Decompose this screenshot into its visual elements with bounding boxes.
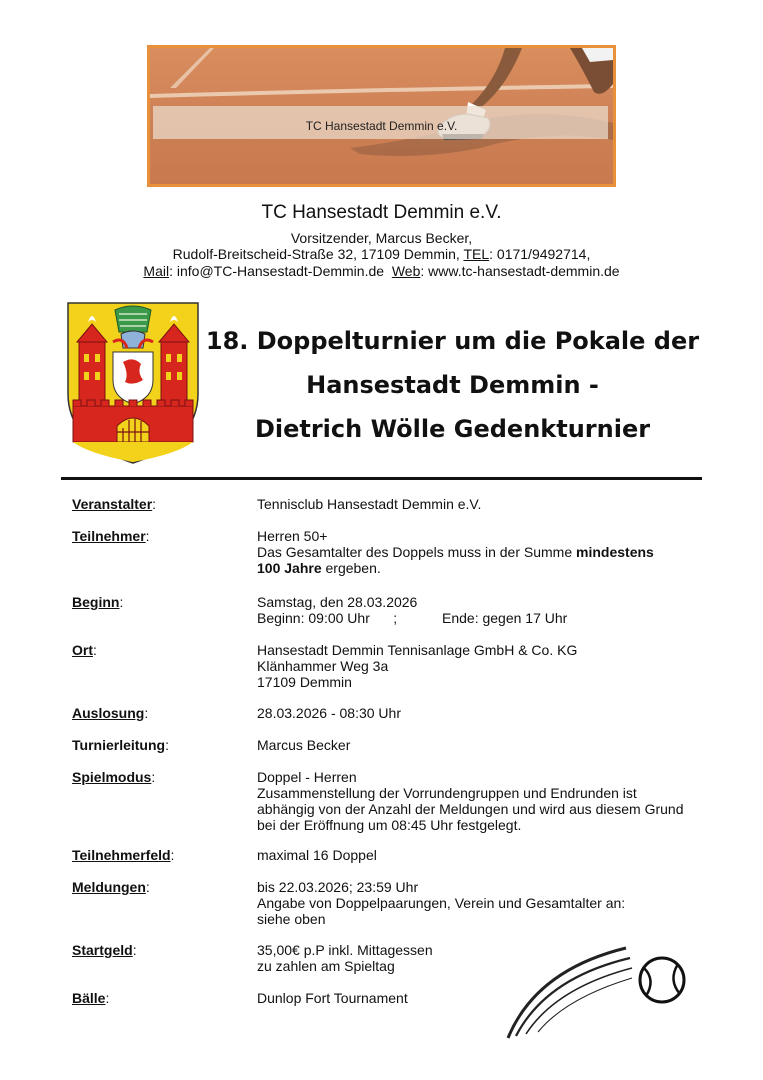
web-value[interactable]: : www.tc-hansestadt-demmin.de [420, 263, 620, 279]
label-beginn: Beginn: [72, 594, 124, 610]
label-meldungen: Meldungen: [72, 879, 150, 895]
label-auslosung: Auslosung: [72, 705, 149, 721]
value-turnierleitung: Marcus Becker [257, 737, 351, 753]
value-beginn: Samstag, den 28.03.2026 Beginn: 09:00 Uhr ; Ende: gegen 17 Uhr [257, 594, 568, 626]
contact-line [0, 263, 763, 279]
street-text: Rudolf-Breitscheid-Straße 32, 17109 Demmin, [172, 246, 464, 262]
value-teilnehmerfeld: maximal 16 Doppel [257, 847, 377, 863]
label-ort: Ort: [72, 642, 97, 658]
tennis-ball-icon [506, 940, 688, 1040]
address-line [0, 246, 763, 262]
label-startgeld: Startgeld: [72, 942, 137, 958]
label-baelle: Bälle: [72, 990, 110, 1006]
web-label: Web [391, 263, 421, 279]
mail-label: Mail [143, 263, 170, 279]
coat-of-arms-icon [67, 302, 199, 464]
tel-label: TEL [463, 246, 490, 262]
value-teilnehmer: Herren 50+ Das Gesamtalter des Doppels muss in der Summe mindestens 100 Jahre ergeben. [257, 528, 654, 576]
divider [61, 477, 702, 480]
value-veranstalter: Tennisclub Hansestadt Demmin e.V. [257, 496, 482, 512]
value-startgeld: 35,00€ p.P inkl. Mittagessen zu zahlen am Spieltag [257, 942, 433, 974]
title-line-1: 18. Doppelturnier um die Pokale der [205, 327, 700, 355]
label-turnierleitung: Turnierleitung: [72, 737, 169, 753]
label-veranstalter: Veranstalter: [72, 496, 157, 512]
label-spielmodus: Spielmodus: [72, 769, 156, 785]
tel-value: : 0171/9492714, [489, 246, 591, 262]
chairman-line: Vorsitzender, Marcus Becker, [290, 230, 473, 246]
value-ort: Hansestadt Demmin Tennisanlage GmbH & Co. KG Klänhammer Weg 3a 17109 Demmin [257, 642, 578, 690]
title-line-3: Dietrich Wölle Gedenkturnier [254, 415, 651, 443]
header-banner [147, 45, 616, 187]
value-auslosung: 28.03.2026 - 08:30 Uhr [257, 705, 401, 721]
value-spielmodus: Doppel - Herren Zusammenstellung der Vorrundengruppen und Endrunden ist abhängig von der Anzahl der Meldungen und wird aus diesem Grund bei der Eröffnung um 08:45 Uhr festgelegt. [257, 769, 684, 833]
banner-caption: TC Hansestadt Demmin e.V. [305, 119, 458, 133]
value-meldungen: bis 22.03.2026; 23:59 Uhr Angabe von Doppelpaarungen, Verein und Gesamtalter an: siehe oben [257, 879, 626, 927]
value-baelle: Dunlop Fort Tournament [257, 990, 408, 1006]
end-time: Ende: gegen 17 Uhr [442, 610, 568, 626]
mail-value[interactable]: : info@TC-Hansestadt-Demmin.de [169, 263, 392, 279]
label-teilnehmerfeld: Teilnehmerfeld: [72, 847, 175, 863]
title-line-2: Hansestadt Demmin - [306, 371, 599, 399]
label-teilnehmer: Teilnehmer: [72, 528, 150, 544]
club-name: TC Hansestadt Demmin e.V. [261, 202, 502, 223]
